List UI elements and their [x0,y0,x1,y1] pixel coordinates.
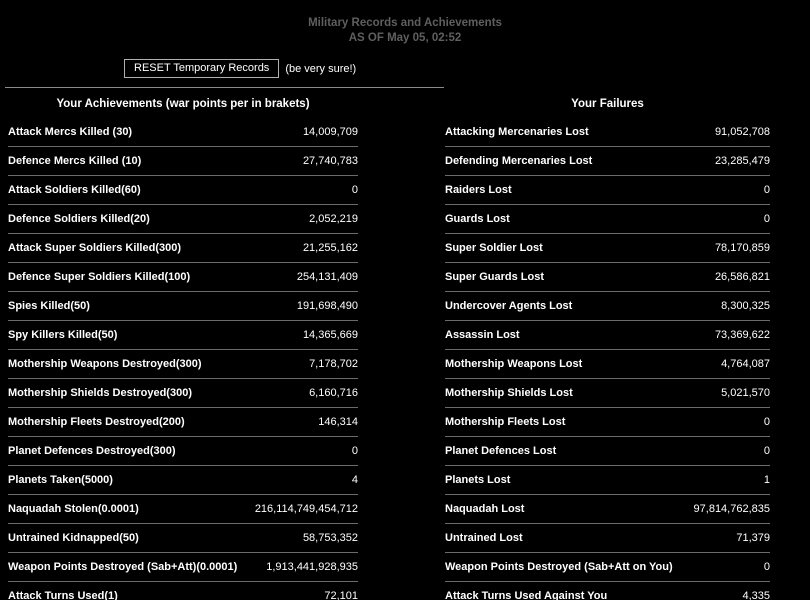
record-row [8,263,358,292]
record-value: 6,160,716 [309,387,358,399]
record-label: Attacking Mercenaries Lost [445,126,589,138]
record-row [445,408,770,437]
record-label: Untrained Lost [445,532,523,544]
record-row [8,379,358,408]
record-row [8,582,358,600]
record-row [8,350,358,379]
record-row [8,176,358,205]
record-row [445,205,770,234]
record-value: 0 [351,184,358,196]
record-value: 73,369,622 [714,329,770,341]
record-value: 1 [763,474,770,486]
record-value: 72,101 [324,590,358,600]
record-row [445,118,770,147]
record-label: Raiders Lost [445,184,512,196]
record-row [8,234,358,263]
record-row [445,321,770,350]
record-value: 4,764,087 [721,358,770,370]
record-label: Mothership Shields Destroyed(300) [8,387,192,399]
record-row [8,524,358,553]
record-label: Weapon Points Destroyed (Sab+Att on You) [445,561,673,573]
record-row [445,582,770,600]
record-label: Defence Mercs Killed (10) [8,155,142,167]
record-value: 23,285,479 [714,155,770,167]
record-label: Naquadah Stolen(0.0001) [8,503,139,515]
record-value: 0 [763,445,770,457]
record-value: 5,021,570 [721,387,770,399]
record-label: Mothership Weapons Lost [445,358,583,370]
record-label: Undercover Agents Lost [445,300,573,312]
record-label: Attack Soldiers Killed(60) [8,184,141,196]
records-columns [0,88,810,600]
record-value: 0 [763,184,770,196]
record-label: Planets Taken(5000) [8,474,113,486]
record-value: 58,753,352 [302,532,358,544]
record-value: 216,114,749,454,712 [254,503,358,515]
record-label: Attack Super Soldiers Killed(300) [8,242,181,254]
failures-section [445,88,770,600]
achievements-rows [8,118,358,600]
record-row [8,553,358,582]
failures-section-title: Your Failures [571,98,644,110]
record-value: 4,335 [742,590,770,600]
record-label: Naquadah Lost [445,503,525,515]
record-value: 97,814,762,835 [693,503,770,515]
page-title: Military Records and Achievements [308,17,502,29]
record-row [8,437,358,466]
record-label: Defending Mercenaries Lost [445,155,593,167]
record-label: Guards Lost [445,213,510,225]
record-value: 27,740,783 [302,155,358,167]
record-label: Weapon Points Destroyed (Sab+Att)(0.0001) [8,561,238,573]
record-value: 21,255,162 [302,242,358,254]
record-row [445,524,770,553]
record-value: 0 [763,416,770,428]
record-row [8,118,358,147]
record-label: Planet Defences Destroyed(300) [8,445,176,457]
record-label: Defence Soldiers Killed(20) [8,213,150,225]
record-row [8,292,358,321]
record-row [445,553,770,582]
record-row [8,205,358,234]
record-value: 7,178,702 [309,358,358,370]
record-row [8,321,358,350]
record-value: 2,052,219 [309,213,358,225]
record-value: 26,586,821 [714,271,770,283]
record-row [445,466,770,495]
record-value: 191,698,490 [296,300,358,312]
achievements-section-title: Your Achievements (war points per in brakets) [56,98,310,110]
record-label: Assassin Lost [445,329,520,341]
record-row [445,263,770,292]
record-value: 71,379 [736,532,770,544]
record-value: 78,170,859 [714,242,770,254]
record-row [445,292,770,321]
record-value: 146,314 [318,416,358,428]
record-value: 8,300,325 [721,300,770,312]
record-label: Untrained Kidnapped(50) [8,532,139,544]
failures-rows [445,118,770,600]
record-row [8,495,358,524]
record-row [445,379,770,408]
record-label: Mothership Shields Lost [445,387,573,399]
record-label: Spy Killers Killed(50) [8,329,118,341]
record-label: Attack Turns Used Against You [445,590,608,600]
page-subtitle: AS OF May 05, 02:52 [348,32,462,44]
record-label: Mothership Fleets Lost [445,416,566,428]
record-row [8,408,358,437]
record-label: Mothership Fleets Destroyed(200) [8,416,185,428]
record-row [445,234,770,263]
record-row [445,147,770,176]
reset-row [124,59,810,78]
record-row [8,466,358,495]
reset-temporary-records-button[interactable]: RESET Temporary Records [124,59,279,78]
reset-warning-text: (be very sure!) [285,62,357,75]
record-row [8,147,358,176]
record-row [445,350,770,379]
record-label: Planets Lost [445,474,511,486]
page-header [0,0,810,46]
record-row [445,437,770,466]
record-label: Attack Mercs Killed (30) [8,126,133,138]
record-value: 1,913,441,928,935 [266,561,358,573]
record-label: Planet Defences Lost [445,445,557,457]
record-label: Defence Super Soldiers Killed(100) [8,271,191,283]
record-value: 91,052,708 [714,126,770,138]
record-value: 254,131,409 [296,271,358,283]
record-value: 0 [351,445,358,457]
record-label: Spies Killed(50) [8,300,90,312]
record-value: 4 [351,474,358,486]
record-label: Super Guards Lost [445,271,545,283]
record-label: Mothership Weapons Destroyed(300) [8,358,202,370]
record-row [445,495,770,524]
achievements-section [8,88,358,600]
record-label: Super Soldier Lost [445,242,543,254]
record-value: 14,009,709 [302,126,358,138]
record-value: 0 [763,561,770,573]
record-row [445,176,770,205]
record-value: 0 [763,213,770,225]
record-value: 14,365,669 [302,329,358,341]
record-label: Attack Turns Used(1) [8,590,118,600]
